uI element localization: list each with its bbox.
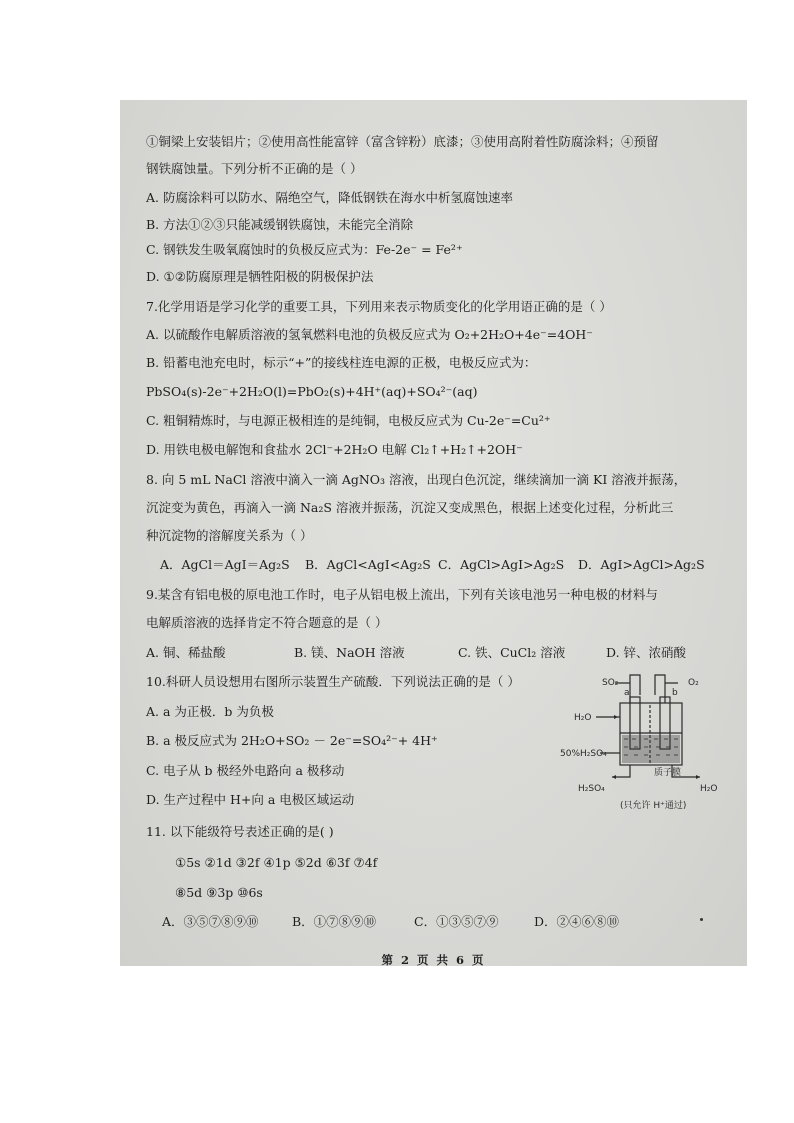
q11-options — [162, 913, 619, 931]
q9-line1: 9.某含有铝电极的原电池工作时，电子从铝电极上流出，下列有关该电池另一种电极的材料与 — [146, 587, 658, 602]
q6-line2: 钢铁腐蚀量。下列分析不正确的是（ ） — [146, 161, 363, 176]
q8-option-d: D．AgI>AgCl>Ag₂S — [578, 557, 705, 572]
q11-option-d: D．②④⑥⑧⑩ — [534, 914, 620, 929]
q10-option-c: C. 电子从 b 极经外电路向 a 极移动 — [146, 763, 345, 778]
q9-options — [146, 644, 686, 662]
q9-line2: 电解质溶液的选择肯定不符合题意的是（ ） — [146, 615, 388, 630]
q8-line1: 8. 向 5 mL NaCl 溶液中滴入一滴 AgNO₃ 溶液，出现白色沉淀，继续滴加一滴 KI 溶液并振荡， — [146, 472, 687, 487]
diagram-membrane-label: 质子膜 — [654, 768, 682, 778]
diagram-o2-label: O₂ — [688, 678, 699, 688]
q11-symbols-row2: ⑧5d ⑨3p ⑩6s — [175, 885, 263, 900]
q6-line1: ①铜梁上安装铝片；②使用高性能富锌（富含锌粉）底漆；③使用高附着性防腐涂料；④预留 — [146, 134, 659, 149]
q10-option-d: D. 生产过程中 H+向 a 电极区域运动 — [146, 792, 355, 807]
q9-option-c: C. 铁、CuCl₂ 溶液 — [458, 645, 566, 660]
q6-option-b: B. 方法①②③只能减缓钢铁腐蚀，未能完全消除 — [146, 217, 414, 232]
q9-option-b: B. 镁、NaOH 溶液 — [294, 645, 405, 660]
diagram-acid-label: 50%H₂SO₄ — [560, 749, 607, 759]
q8-options — [160, 556, 705, 574]
q7-option-b-line2: PbSO₄(s)-2e⁻+2H₂O(l)=PbO₂(s)+4H⁺(aq)+SO₄²⁻(aq) — [146, 384, 478, 399]
diagram-electrode-b-label: b — [672, 688, 678, 698]
electrolysis-apparatus-diagram — [560, 665, 720, 815]
q7-option-b-line1: B. 铅蓄电池充电时，标示“+”的接线柱连电源的正极，电极反应式为： — [146, 355, 537, 370]
q6-option-d: D. ①②防腐原理是牺牲阳极的阴极保护法 — [146, 269, 374, 284]
q11-option-a: A．③⑤⑦⑧⑨⑩ — [162, 914, 259, 929]
q7-option-c: C. 粗铜精炼时，与电源正极相连的是纯铜，电极反应式为 Cu-2e⁻=Cu²⁺ — [146, 413, 551, 428]
q11-option-b: B．①⑦⑧⑨⑩ — [292, 914, 377, 929]
q6-option-c: C. 钢铁发生吸氧腐蚀时的负极反应式为：Fe-2e⁻ = Fe²⁺ — [146, 242, 463, 257]
q8-option-a: A．AgCl＝AgI＝Ag₂S — [160, 557, 290, 572]
q8-option-b: B．AgCl<AgI<Ag₂S — [305, 557, 431, 572]
diagram-so2-label: SO₂ — [602, 678, 619, 688]
q9-option-a: A. 铜、稀盐酸 — [146, 645, 226, 660]
q7-option-a: A. 以硫酸作电解质溶液的氢氧燃料电池的负极反应式为 O₂+2H₂O+4e⁻=4OH⁻ — [146, 327, 593, 342]
q11-stem: 11. 以下能级符号表述正确的是( ) — [146, 824, 334, 839]
q11-option-c: C．①③⑤⑦⑨ — [414, 914, 499, 929]
q10-option-b: B. a 极反应式为 2H₂O+SO₂ － 2e⁻=SO₄²⁻+ 4H⁺ — [146, 733, 438, 748]
page-number-footer: 第 2 页 共 6 页 — [381, 953, 486, 967]
q8-option-c: C．AgCl>AgI>Ag₂S — [438, 557, 565, 572]
q7-stem: 7.化学用语是学习化学的重要工具，下列用来表示物质变化的化学用语正确的是（ ） — [146, 299, 612, 314]
diagram-membrane-note: (只允许 H⁺通过) — [620, 801, 687, 811]
stray-mark — [700, 918, 703, 921]
q8-line3: 种沉淀物的溶解度关系为（ ） — [146, 528, 313, 543]
diagram-water-inlet-label: H₂O — [574, 713, 592, 723]
diagram-sulfuric-acid-outlet-label: H₂SO₄ — [578, 784, 605, 794]
diagram-electrode-a-label: a — [624, 688, 630, 698]
q7-option-d: D. 用铁电极电解饱和食盐水 2Cl⁻+2H₂O 电解 Cl₂↑+H₂↑+2OH⁻ — [146, 442, 523, 457]
q6-option-a: A. 防腐涂料可以防水、隔绝空气，降低钢铁在海水中析氢腐蚀速率 — [146, 190, 513, 205]
q10-option-a: A. a 为正极．b 为负极 — [146, 704, 274, 719]
q8-line2: 沉淀变为黄色，再滴入一滴 Na₂S 溶液并振荡，沉淀又变成黑色，根据上述变化过程，分析此三 — [146, 500, 674, 515]
q11-symbols-row1: ①5s ②1d ③2f ④1p ⑤2d ⑥3f ⑦4f — [175, 855, 378, 870]
diagram-water-outlet-label: H₂O — [700, 784, 718, 794]
q9-option-d: D. 锌、浓硝酸 — [606, 645, 687, 660]
q10-stem: 10.科研人员设想用右图所示装置生产硫酸．下列说法正确的是（ ） — [146, 674, 520, 689]
